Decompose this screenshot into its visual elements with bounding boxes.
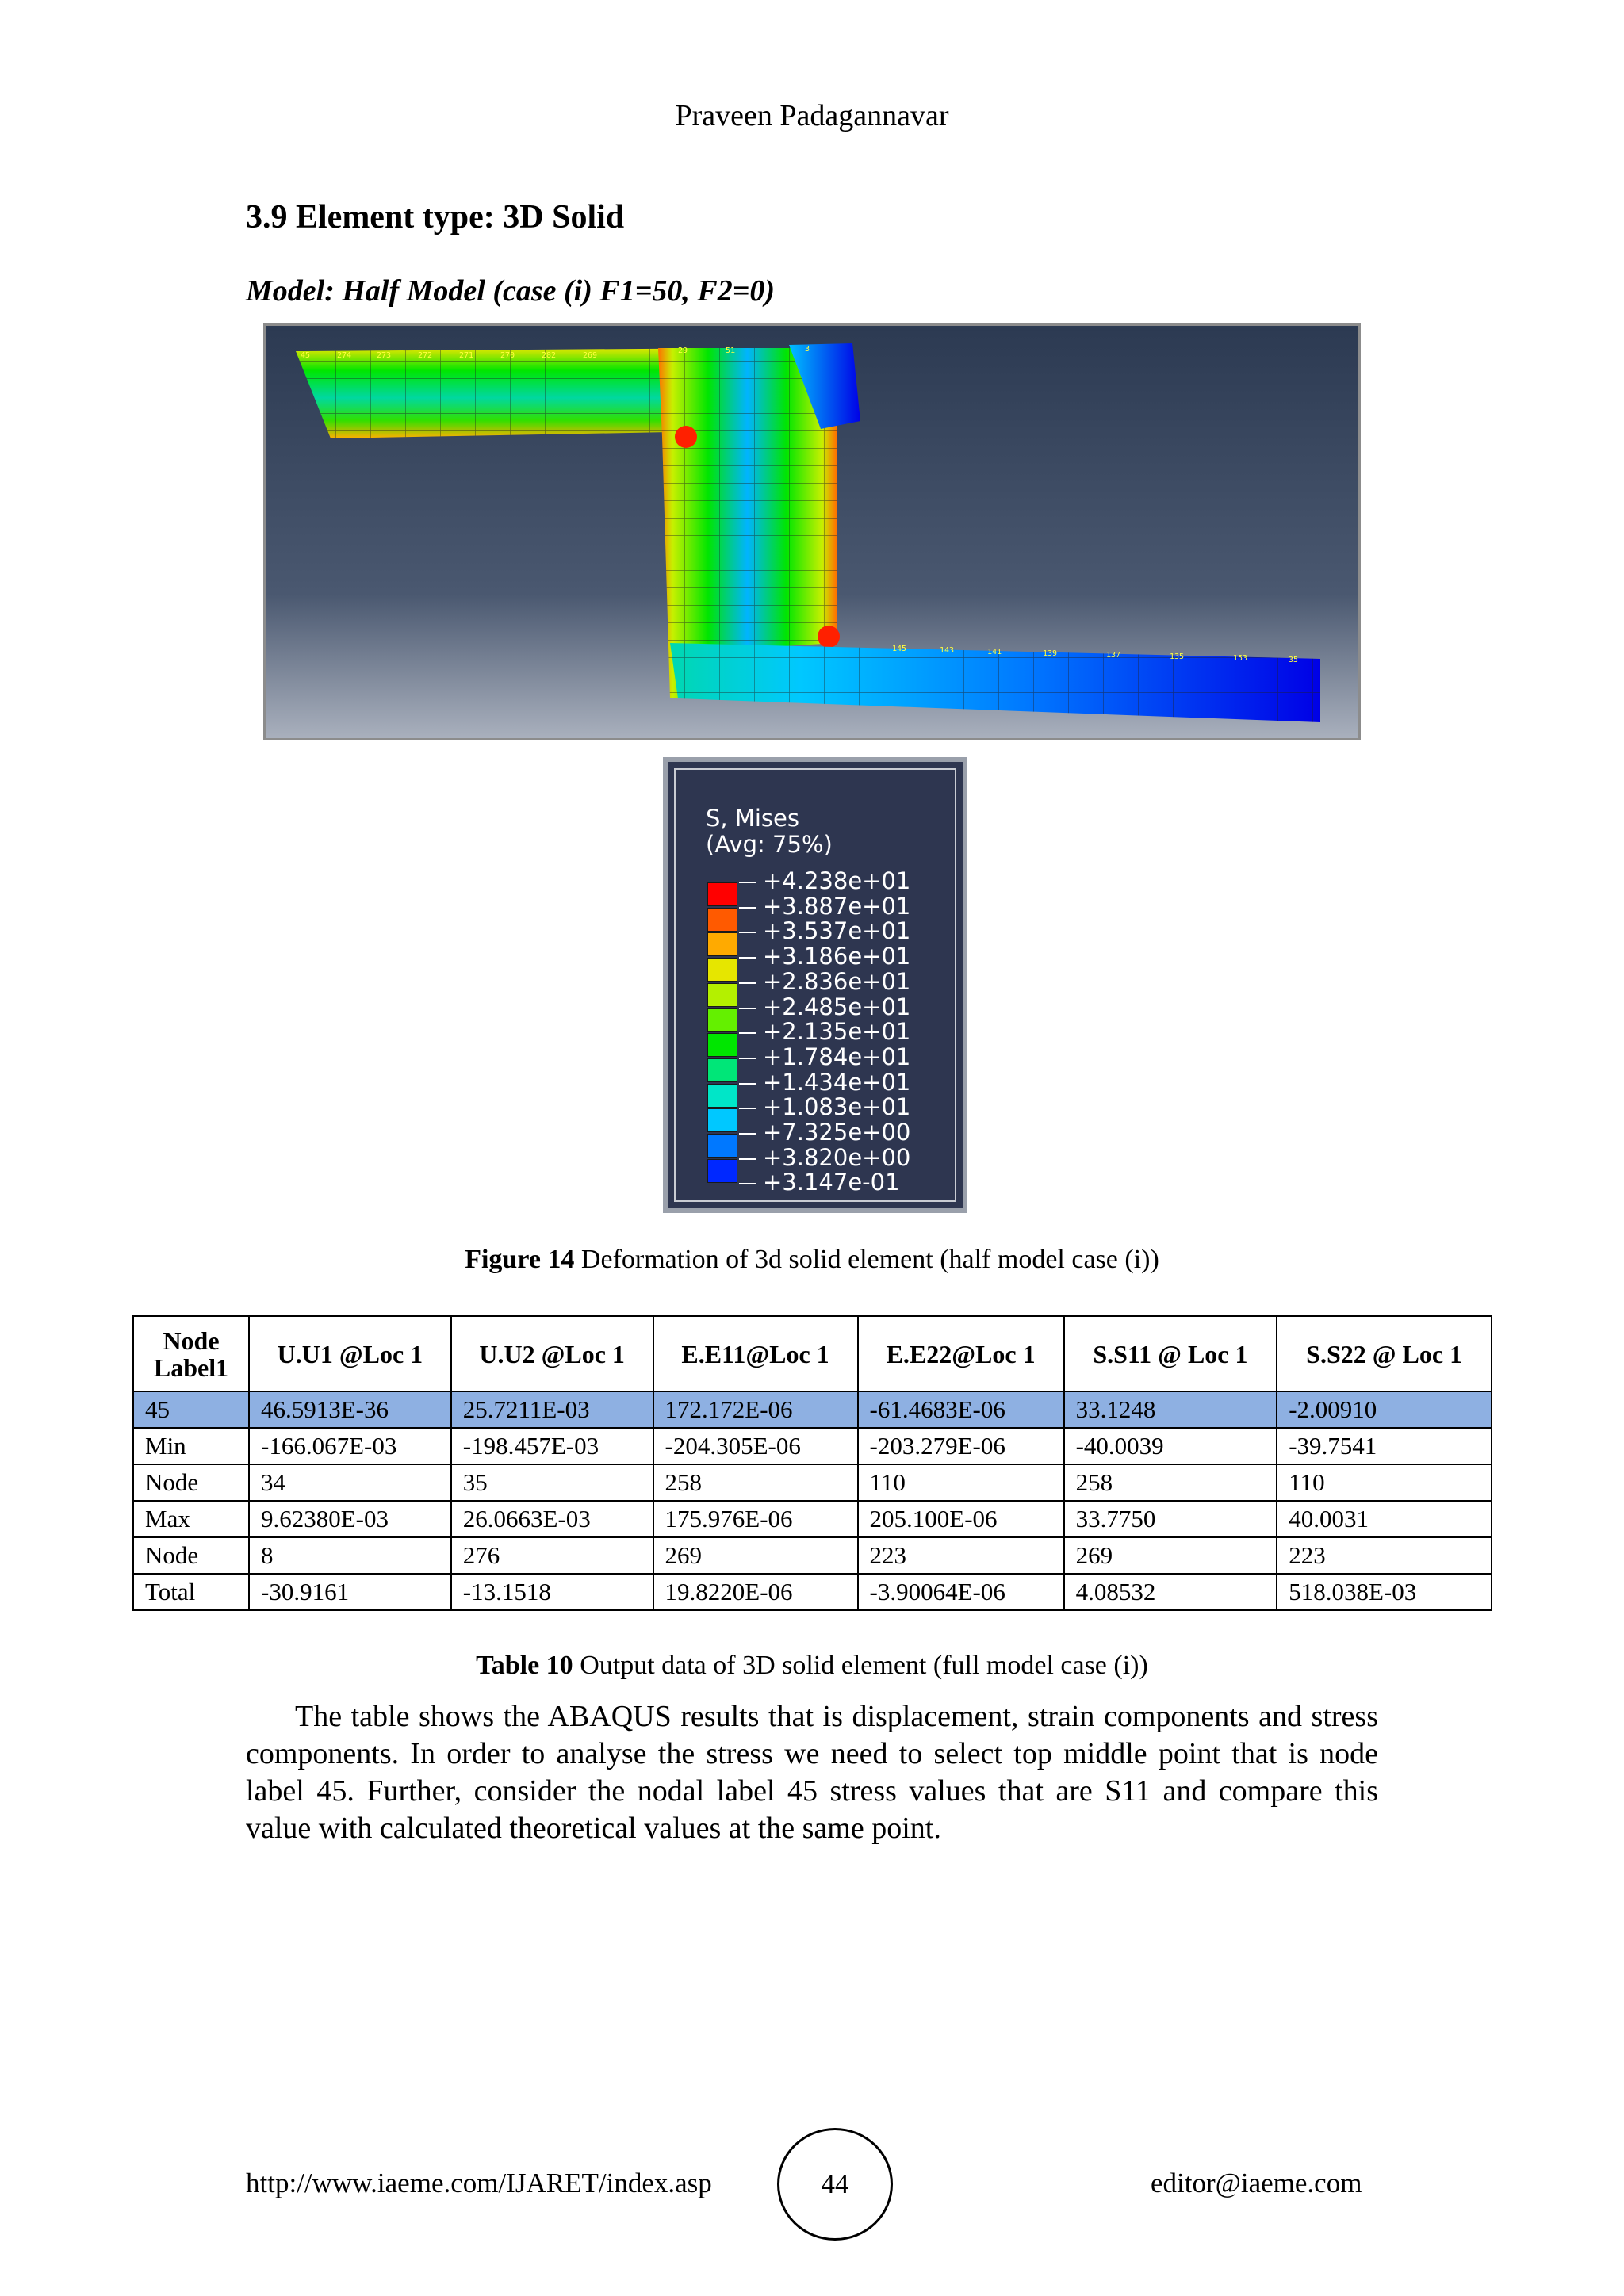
- legend-tick: [739, 957, 756, 959]
- table-row: [133, 1464, 1492, 1501]
- figure-caption-text: Deformation of 3d solid element (half model case (i)): [574, 1245, 1159, 1274]
- body-paragraph: The table shows the ABAQUS results that is displacement, strain components and stress components. In order to analyse the stress we need to select top middle point that is node label 45. Further, consider the nodal label 45 stress values that are S11 and compare this value with calculated theoretical values at the same point.: [246, 1700, 1378, 1845]
- legend-swatch: [707, 908, 737, 932]
- table-cell: -30.9161: [249, 1574, 451, 1610]
- svg-text:272: 272: [418, 351, 433, 360]
- table-cell: Min: [133, 1428, 249, 1464]
- legend-swatch: [707, 1134, 737, 1158]
- legend-swatch: [707, 1058, 737, 1082]
- legend-swatch: [707, 1108, 737, 1132]
- legend-swatch: [707, 983, 737, 1007]
- table-cell: Node: [133, 1464, 249, 1501]
- table-cell: 276: [451, 1537, 653, 1574]
- legend-value: +2.485e+01: [763, 993, 911, 1020]
- svg-text:145: 145: [892, 645, 907, 653]
- legend-value: +7.325e+00: [763, 1119, 911, 1146]
- svg-text:35: 35: [1289, 656, 1299, 664]
- table-cell: -2.00910: [1277, 1391, 1492, 1428]
- table-row: [133, 1501, 1492, 1537]
- svg-text:45: 45: [301, 351, 311, 360]
- legend-tick: [739, 882, 756, 883]
- legend-tick: [739, 1133, 756, 1135]
- table-cell: 223: [858, 1537, 1064, 1574]
- table-header-cell: E.E22@Loc 1: [858, 1316, 1064, 1391]
- legend-swatch: [707, 1008, 737, 1032]
- section-heading: 3.9 Element type: 3D Solid: [246, 199, 625, 235]
- legend-tick: [739, 1158, 756, 1160]
- table-header-cell: S.S11 @ Loc 1: [1064, 1316, 1277, 1391]
- table-cell: -166.067E-03: [249, 1428, 451, 1464]
- legend-tick: [739, 1032, 756, 1034]
- table-cell: 110: [858, 1464, 1064, 1501]
- legend-tick: [739, 932, 756, 933]
- table-cell: -198.457E-03: [451, 1428, 653, 1464]
- svg-text:137: 137: [1106, 651, 1121, 660]
- legend-swatch: [707, 1084, 737, 1108]
- table-cell: 46.5913E-36: [249, 1391, 451, 1428]
- legend-value: +3.147e-01: [763, 1169, 900, 1196]
- table-header-cell: S.S22 @ Loc 1: [1277, 1316, 1492, 1391]
- svg-text:282: 282: [542, 351, 557, 360]
- svg-text:270: 270: [500, 351, 515, 360]
- table-cell: 110: [1277, 1464, 1492, 1501]
- table-header-row: [133, 1316, 1492, 1391]
- svg-text:29: 29: [678, 346, 688, 355]
- table-cell: -61.4683E-06: [858, 1391, 1064, 1428]
- svg-text:153: 153: [1233, 654, 1248, 663]
- legend-tick: [739, 1108, 756, 1109]
- contour-plot-image: [263, 323, 1361, 740]
- legend-swatch: [707, 932, 737, 956]
- table-cell: 172.172E-06: [653, 1391, 858, 1428]
- svg-text:269: 269: [583, 351, 598, 360]
- table-header-cell: U.U1 @Loc 1: [249, 1316, 451, 1391]
- table-caption-text: Output data of 3D solid element (full model case (i)): [573, 1651, 1148, 1680]
- table-cell: 223: [1277, 1537, 1492, 1574]
- table-row: [133, 1428, 1492, 1464]
- footer-email-link[interactable]: editor@iaeme.com: [1151, 2168, 1362, 2198]
- table-cell: 19.8220E-06: [653, 1574, 858, 1610]
- svg-text:139: 139: [1043, 649, 1058, 658]
- table-cell: 518.038E-03: [1277, 1574, 1492, 1610]
- table-cell: 26.0663E-03: [451, 1501, 653, 1537]
- table-row: [133, 1391, 1492, 1428]
- page-number: 44: [777, 2128, 893, 2241]
- table-label: Table 10: [476, 1651, 573, 1680]
- figure-label: Figure 14: [465, 1245, 575, 1274]
- table-cell: 45: [133, 1391, 249, 1428]
- table-cell: -13.1518: [451, 1574, 653, 1610]
- svg-text:143: 143: [940, 646, 955, 655]
- table-header-cell: E.E11@Loc 1: [653, 1316, 858, 1391]
- svg-text:273: 273: [377, 351, 392, 360]
- table-cell: -204.305E-06: [653, 1428, 858, 1464]
- table-cell: 25.7211E-03: [451, 1391, 653, 1428]
- table-cell: 33.1248: [1064, 1391, 1277, 1428]
- svg-text:141: 141: [987, 648, 1002, 656]
- legend-tick: [739, 1008, 756, 1009]
- table-cell: 8: [249, 1537, 451, 1574]
- table-cell: 205.100E-06: [858, 1501, 1064, 1537]
- table-cell: 9.62380E-03: [249, 1501, 451, 1537]
- table-cell: Total: [133, 1574, 249, 1610]
- model-heading: Model: Half Model (case (i) F1=50, F2=0): [246, 274, 776, 308]
- figure-caption: [0, 1245, 1624, 1275]
- table-cell: Max: [133, 1501, 249, 1537]
- legend-value: +3.887e+01: [763, 892, 911, 920]
- table-cell: 4.08532: [1064, 1574, 1277, 1610]
- legend-value: +2.836e+01: [763, 967, 911, 995]
- legend-value: +1.083e+01: [763, 1093, 911, 1121]
- table-caption: [0, 1651, 1624, 1681]
- legend-value: +1.784e+01: [763, 1043, 911, 1070]
- table-cell: -40.0039: [1064, 1428, 1277, 1464]
- legend-swatch: [707, 958, 737, 982]
- legend-title: S, Mises: [706, 805, 799, 832]
- table-cell: -39.7541: [1277, 1428, 1492, 1464]
- table-cell: 269: [1064, 1537, 1277, 1574]
- footer-url-link[interactable]: http://www.iaeme.com/IJARET/index.asp: [246, 2168, 712, 2198]
- svg-text:3: 3: [805, 345, 810, 354]
- svg-text:51: 51: [726, 346, 736, 355]
- mises-legend: [663, 757, 967, 1213]
- output-data-table: [132, 1315, 1492, 1611]
- table-header-cell: Node Label1: [133, 1316, 249, 1391]
- table-cell: 33.7750: [1064, 1501, 1277, 1537]
- legend-tick: [739, 1058, 756, 1059]
- table-cell: 175.976E-06: [653, 1501, 858, 1537]
- table-cell: Node: [133, 1537, 249, 1574]
- svg-text:271: 271: [459, 351, 474, 360]
- legend-tick: [739, 1183, 756, 1184]
- table-cell: 258: [653, 1464, 858, 1501]
- table-cell: 35: [451, 1464, 653, 1501]
- legend-swatch: [707, 1033, 737, 1057]
- svg-text:135: 135: [1170, 652, 1185, 661]
- table-cell: 34: [249, 1464, 451, 1501]
- table-cell: 40.0031: [1277, 1501, 1492, 1537]
- running-head: Praveen Padagannavar: [675, 99, 949, 132]
- legend-value: +2.135e+01: [763, 1018, 911, 1046]
- legend-value: +3.537e+01: [763, 917, 911, 945]
- legend-value: +3.186e+01: [763, 943, 911, 970]
- table-cell: 269: [653, 1537, 858, 1574]
- table-row: [133, 1574, 1492, 1610]
- legend-value: +1.434e+01: [763, 1068, 911, 1096]
- table-cell: -3.90064E-06: [858, 1574, 1064, 1610]
- table-cell: 258: [1064, 1464, 1277, 1501]
- svg-text:274: 274: [337, 351, 352, 360]
- legend-tick: [739, 1083, 756, 1085]
- legend-value: +3.820e+00: [763, 1143, 911, 1171]
- table-cell: -203.279E-06: [858, 1428, 1064, 1464]
- legend-swatch: [707, 882, 737, 906]
- legend-value: +4.238e+01: [763, 867, 911, 894]
- legend-subtitle: (Avg: 75%): [706, 831, 833, 858]
- table-header-cell: U.U2 @Loc 1: [451, 1316, 653, 1391]
- legend-swatch: [707, 1159, 737, 1183]
- table-row: [133, 1537, 1492, 1574]
- legend-tick: [739, 907, 756, 909]
- legend-tick: [739, 982, 756, 984]
